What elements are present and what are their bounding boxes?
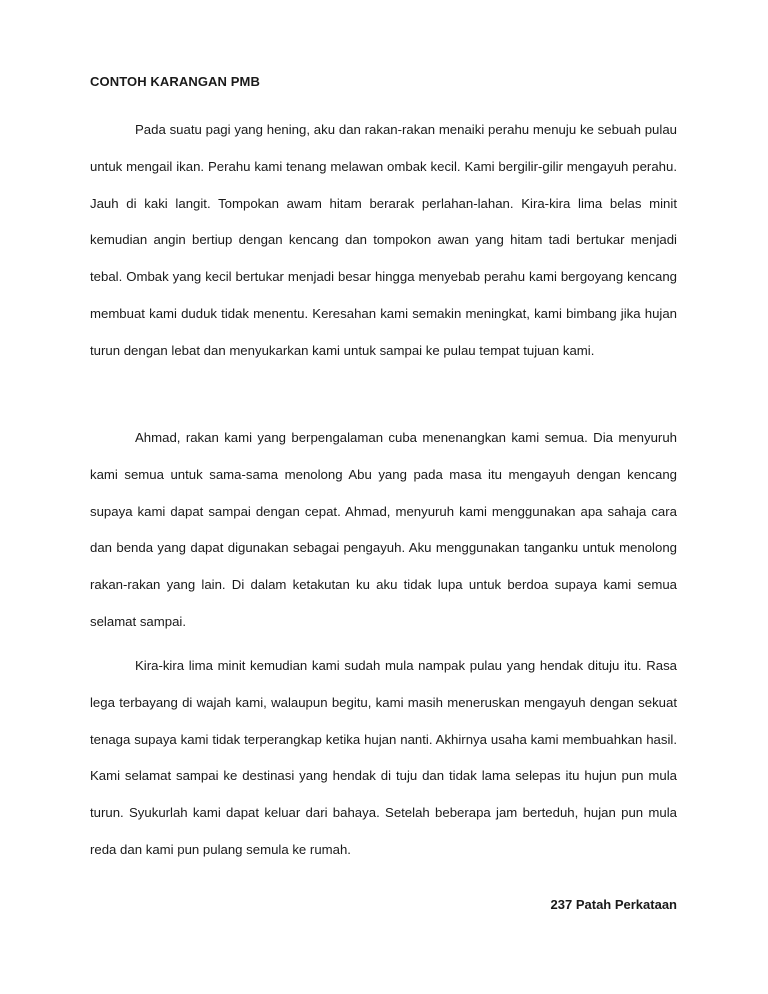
- document-title: CONTOH KARANGAN PMB: [90, 74, 260, 89]
- paragraph-1: Pada suatu pagi yang hening, aku dan rakan-rakan menaiki perahu menuju ke sebuah pulau untuk mengail ikan. Perahu kami tenang melawan ombak kecil. Kami bergilir-gilir mengayuh perahu. Jauh di kaki langit. Tompokan awam hitam berarak perlahan-lahan. Kira-kira lima belas minit kemudian angin bertiup dengan kencang dan tompokon awan yang hitam tadi bertukar menjadi tebal. Ombak yang kecil bertukar menjadi besar hingga menyebab perahu kami bergoyang kencang membuat kami duduk tidak menentu. Keresahan kami semakin meningkat, kami bimbang jika hujan turun dengan lebat dan menyukarkan kami untuk sampai ke pulau tempat tujuan kami.: [90, 122, 677, 358]
- paragraph-2: Ahmad, rakan kami yang berpengalaman cuba menenangkan kami semua. Dia menyuruh kami semua untuk sama-sama menolong Abu yang pada masa itu mengayuh dengan kencang supaya kami dapat sampai dengan cepat. Ahmad, menyuruh kami menggunakan apa sahaja cara dan benda yang dapat digunakan sebagai pengayuh. Aku menggunakan tanganku untuk menolong rakan-rakan yang lain. Di dalam ketakutan ku aku tidak lupa untuk berdoa supaya kami semua selamat sampai.: [90, 430, 677, 629]
- paragraph-3: Kira-kira lima minit kemudian kami sudah mula nampak pulau yang hendak dituju itu. Rasa lega terbayang di wajah kami, walaupun begitu, kami masih meneruskan mengayuh dengan sekuat tenaga supaya kami tidak terperangkap ketika hujan nanti. Akhirnya usaha kami membuahkan hasil. Kami selamat sampai ke destinasi yang hendak di tuju dan tidak lama selepas itu hujun pun mula turun. Syukurlah kami dapat keluar dari bahaya. Setelah beberapa jam berteduh, hujan pun mula reda dan kami pun pulang semula ke rumah.: [90, 658, 677, 857]
- word-count: 237 Patah Perkataan: [550, 897, 677, 912]
